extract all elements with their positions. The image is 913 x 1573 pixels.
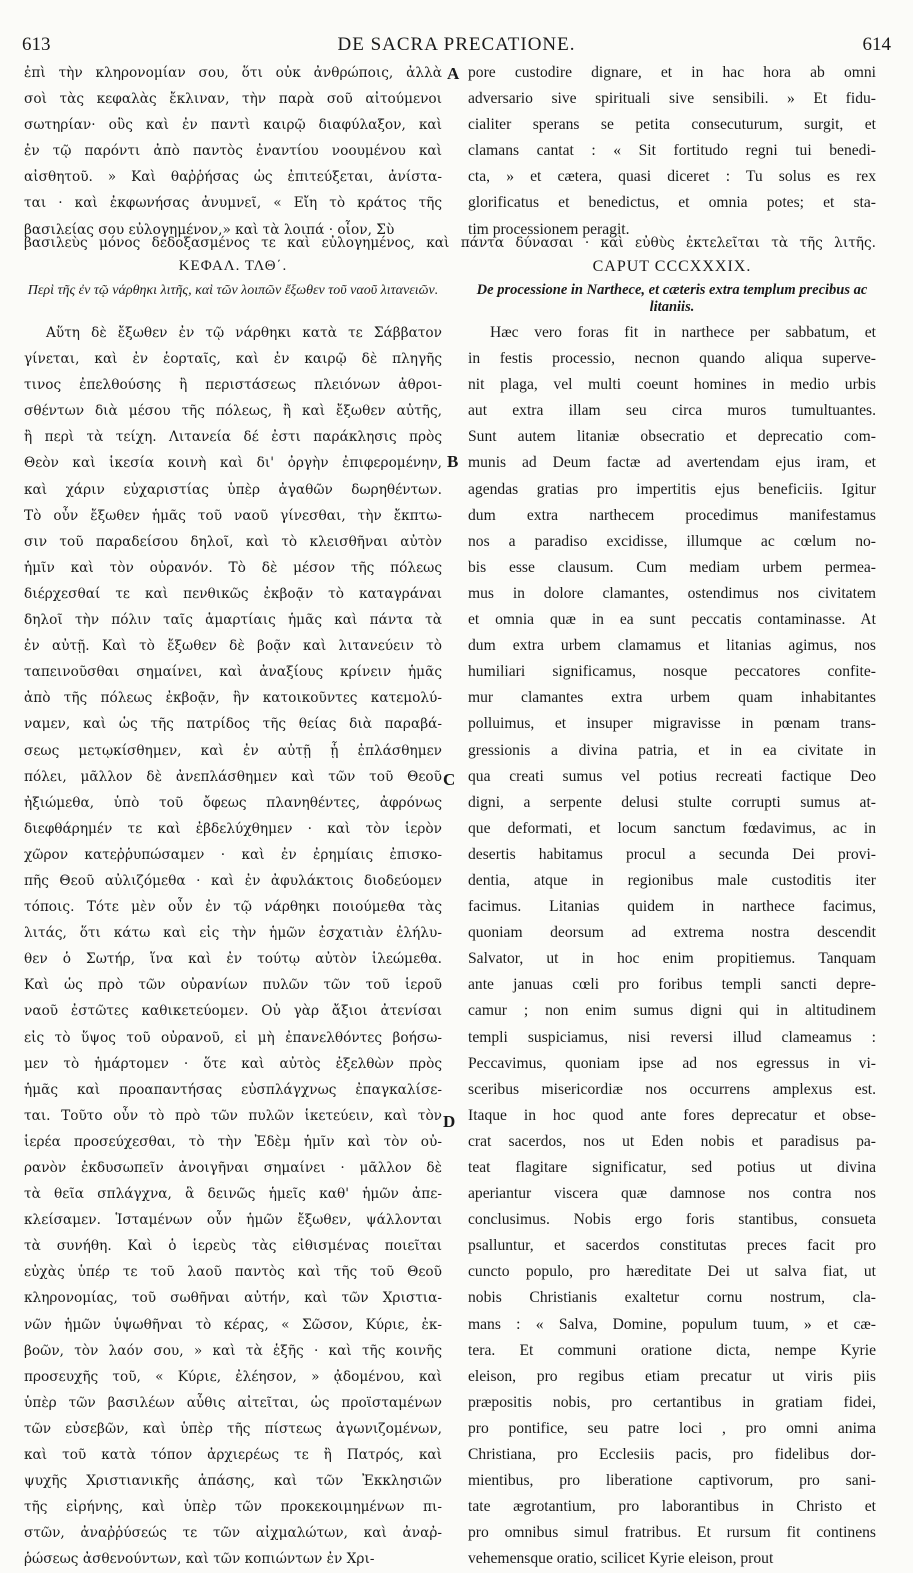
text-line: ἢ περὶ τὰ τείχη. Λιτανεία δέ ἐστι παράκλησις πρὸς <box>24 429 442 446</box>
text-line: mus in dolore clamantes, ostendimus nos civitatem <box>468 584 876 602</box>
text-line: ται. Τοῦτο οὖν τὸ πρὸ τῶν πυλῶν ἱκετεύειν, καὶ τὸν <box>24 1107 442 1124</box>
text-line: tera. Et communi oratione dicta, nempe Kyrie <box>468 1341 876 1359</box>
text-line: Peccavimus, quoniam ipse ad nos egressus in vi- <box>468 1054 876 1072</box>
text-line: πόλει, μᾶλλον δὲ ἀνεπλάσθημεν καὶ τῶν τοῦ Θεοῦ <box>24 768 442 785</box>
text-line: cialiter sperans se petita consecuturum, surgit, et <box>468 116 876 134</box>
text-line: Τὸ οὖν ἔξωθεν ἡμᾶς τοῦ ναοῦ γίνεσθαι, τὴν ἔκπτω- <box>24 507 442 524</box>
text-line: Αὕτη δὲ ἔξωθεν ἐν τῷ νάρθηκι κατὰ τε Σάββατον <box>46 325 442 341</box>
spanning-greek-line: βασιλεὺς μόνος δεδοξασμένος τε καὶ εὐλογημένος, καὶ πάντα δύνασαι · καὶ εὐθὺς ἐκτελεῖται τὰ τῆς λιτῆς. <box>24 235 876 251</box>
text-line: præpositis nobis, pro certantibus in gratiam fidei, <box>468 1393 876 1411</box>
text-line: quoniam deorsum ad extrema nostra descendit <box>468 924 876 942</box>
text-line: crat sacerdos, nos ut Eden nobis et paradisus pa- <box>468 1132 876 1150</box>
text-line: Itaque in hoc quod ante fores deprecatur et obse- <box>468 1106 876 1124</box>
text-line: clamans cantat : « Sit fortitudo regni tui benedi- <box>468 142 876 160</box>
text-line: ῥώσεως ἀσθενούντων, καὶ τῶν κοπιώντων ἐν Χρι- <box>24 1551 375 1568</box>
text-line: χῶρον κατεῤῥυπώσαμεν · καὶ ἐν ἐρημίαις ἐπισκο- <box>24 846 442 863</box>
text-line: dum extra narthecem procedimus manifestamus <box>468 506 876 524</box>
text-line: mur clamantes extra urbem quam inhabitantes <box>468 689 876 707</box>
text-line: cuncto populo, pro hæreditate Dei ut salva fiat, ut <box>468 1263 876 1281</box>
latin-column-body <box>468 320 876 1573</box>
latin-chapter-title: CAPUT CCCXXXIX. <box>592 258 752 275</box>
text-line: τινος ἐπελθούσης ἢ περιστάσεως πλειόνων ἀθροι- <box>24 377 442 394</box>
text-line: τὰ θεῖα σπλάγχνα, ἃ δεινῶς ἡμεῖς καθ' ἡμῶν ἀπε- <box>24 1186 442 1203</box>
text-line: ἱερέα προσεύχεσθαι, τὸ τὴν Ἐδὲμ ἡμῖν καὶ τὸν οὐ- <box>24 1133 442 1150</box>
text-line: σθέντων διὰ μέσου τῆς πόλεως, ἢ καὶ ἔξωθεν αὐτῆς, <box>24 403 442 420</box>
text-line: σιν τοῦ παραδείσου δηλοῖ, καὶ τὸ κλεισθῆναι αὐτὸν <box>24 533 442 550</box>
text-line: Καὶ ὡς πρὸ τῶν οὐρανίων πυλῶν τῶν τοῦ ἱεροῦ <box>24 977 442 994</box>
text-line: νῶν ἡμῶν ὑψωθῆναι τὸ κέρας, « Σῶσον, Κύριε, ἐκ- <box>24 1316 442 1333</box>
text-line: vehemensque oratio, scilicet Kyrie eleison, prout <box>468 1550 774 1568</box>
text-line: nos a paradiso excidisse, illumque ac cœlum no- <box>468 532 876 550</box>
text-line: mans : « Salva, Domine, populum tuum, » et cæ- <box>468 1315 876 1333</box>
text-line: desertis habitamus procul a secunda Dei provi- <box>468 845 876 863</box>
text-line: ἐν τῷ παρόντι ἀπὸ παντὸς ἐναντίου νοουμένου καὶ <box>24 143 442 160</box>
text-line: μεν τὸ ἡμάρτομεν · ὅτε καὶ αὐτὸς ἐξελθὼν πρὸς <box>24 1055 442 1072</box>
text-line: conclusimus. Nobis ergo foris stantibus, consueta <box>468 1211 876 1229</box>
text-line: ναοῦ ἐστῶτες καθικετεύομεν. Οὐ γὰρ ἄξιοι ἀτενίσαι <box>24 1003 442 1020</box>
text-line: tate ægrotantium, pro laborantibus in Christo et <box>468 1498 876 1516</box>
text-line: ἡμῖν καὶ τὸν οὐρανόν. Τὸ δὲ μέσον τῆς πόλεως <box>24 559 442 576</box>
text-line: δηλοῖ τὴν πόλιν ταῖς ἁμαρτίαις ἡμᾶς καὶ πάντα τὰ <box>24 612 442 629</box>
text-line: in festis processio, necnon quando aliqua superve- <box>468 350 876 368</box>
text-line: pro pontifice, seu patre loci , pro omni anima <box>468 1419 876 1437</box>
running-head <box>22 34 891 56</box>
text-line: qua creati sumus vel potius recreati factique Deo <box>468 767 876 785</box>
text-line: bis esse clausum. Cum mediam urbem permea- <box>468 558 876 576</box>
text-line: templi suspiciamus, nisi reversi illud clameamus : <box>468 1028 876 1046</box>
text-line: διέρχεσθαί τε καὶ πενθικῶς ἐκβοᾷν τὸ καταγράναι <box>24 585 442 602</box>
text-line: sceribus misericordiæ nos occurrens amplexus est. <box>468 1080 876 1098</box>
text-line: pore custodire dignare, et in hac hora ab omni <box>468 64 876 81</box>
text-line: γίνεται, καὶ ἐν ἑορταῖς, καὶ ἐν καιρῷ δὲ πληγῆς <box>24 351 442 368</box>
greek-chapter-title: ΚΕΦΑΛ. ΤΛΘ΄. <box>178 258 288 274</box>
text-line: σεως μετῳκίσθημεν, καὶ ἐν αὐτῇ ᾗ ἐπλάσθημεν <box>24 742 442 759</box>
greek-column-body <box>24 320 442 1573</box>
margin-letter-c: C <box>443 770 456 789</box>
text-line: λιτάς, ὅτι κάτω καὶ εἰς τὴν ἡμῶν ἐσχατιὰν ἐλήλυ- <box>24 925 442 942</box>
text-line: ταπεινοῦσθαι σημαίνει, καὶ ἀναξίους κρίνειν ἡμᾶς <box>24 664 442 681</box>
text-line: ται · καὶ ἐκφωνήσας ἀνυμνεῖ, « Εἴη τὸ κράτος τῆς <box>24 195 442 212</box>
text-line: humiliari significamus, nosque peccatores confite- <box>468 663 876 681</box>
text-line: et omnia quæ in ea sunt peccatis contaminasse. At <box>468 611 876 629</box>
text-line: Sunt autem litaniæ obsecratio et deprecatio com- <box>468 428 876 446</box>
text-line: munis ad Deum factæ ad avertendam ejus iram, et <box>468 454 876 472</box>
text-line: aut extra illam seu circa muros tumultuantes. <box>468 402 876 420</box>
text-line: dum extra urbem clamamus et litanias agimus, nos <box>468 637 876 655</box>
text-line: nit plaga, vel multi coeunt homines in medio urbis <box>468 376 876 394</box>
text-line: digni, a serpente delusi stulte corrupti sumus at- <box>468 793 876 811</box>
text-line: adversario sive spirituali sive sensibili. » Et fidu- <box>468 90 876 108</box>
text-line: eleison, pro regibus etiam precatur ut viris piis <box>468 1367 876 1385</box>
text-line: Θεὸν καὶ ἱκεσία κοινὴ καὶ δι' ὀργὴν ἐπιφερομένην, <box>24 455 442 472</box>
text-line: psalluntur, et sacerdos constitutas preces facit pro <box>468 1237 876 1255</box>
text-line: ναμεν, καὶ ὡς τῆς πατρίδος τῆς θείας διὰ παραβά- <box>24 716 442 733</box>
text-line: καὶ χάριν εὐχαριστίας ὑπὲρ ἀγαθῶν δωρηθέντων. <box>24 481 442 498</box>
text-line: αἰσθητοῦ. » Καὶ θαῤῥήσας ὡς ἐπιτεύξεται, ἀνίστα- <box>24 169 442 186</box>
text-line: εὐχὰς ὑπέρ τε τοῦ λαοῦ παντὸς καὶ τῆς τοῦ Θεοῦ <box>24 1264 442 1281</box>
text-line: ἐπὶ τὴν κληρονομίαν σου, ὅτι οὐκ ἀνθρώποις, ἀλλὰ <box>24 65 442 81</box>
text-line: glorificatus et benedictus, et omnia potes; et sta- <box>468 194 876 212</box>
text-line: tim processionem peragit. <box>468 220 630 238</box>
text-line: προσευχῆς τοῦ, « Κύριε, ἐλέησον, » ᾀδομένου, καὶ <box>24 1368 442 1385</box>
page-number-left: 613 <box>22 34 51 55</box>
text-line: ἀπὸ τῆς πόλεως ἐκβοᾷν, ἣν κατοικοῦντες κατεμολύ- <box>24 690 442 707</box>
text-line: ὑπὲρ τῶν βασιλέων αὖθις αἰτεῖται, ὡς προϊσταμένων <box>24 1394 442 1411</box>
latin-chapter-subtitle: De processione in Narthece, et cæteris extra templum precibus ac litaniis. <box>476 282 868 315</box>
text-line: κληρονομίας, τοῦ σωθῆναι αὐτήν, καὶ τῶν Χριστια- <box>24 1290 442 1307</box>
text-line: σοὶ τὰς κεφαλὰς ἔκλιναν, τὴν παρὰ σοῦ αἰτούμενοι <box>24 91 442 108</box>
text-line: κλείσαμεν. Ἱσταμένων οὖν ἡμῶν ἔξωθεν, ψάλλονται <box>24 1212 442 1229</box>
text-line: Christiana, pro Ecclesiis pacis, pro fidelibus dor- <box>468 1446 876 1464</box>
text-line: dentia, atque in regionibus male custoditis iter <box>468 871 876 889</box>
text-line: πῆς Θεοῦ αὐλιζόμεθα · καὶ ἐν ἀφυλάκτοις διοδεύομεν <box>24 872 442 889</box>
page-number-right: 614 <box>862 34 891 55</box>
text-line: εἰς τὸ ὕψος τοῦ οὐρανοῦ, εἰ μὴ ἐπανελθόντες βοήσω- <box>24 1029 442 1046</box>
margin-letter-b: B <box>447 452 459 471</box>
text-line: βασιλείας σου εὐλογημένον,» καὶ τὰ λοιπά · οἷον, Σὺ <box>24 221 395 238</box>
text-line: τῆς εἰρήνης, καὶ ὑπὲρ τῶν προκεκοιμημένων πι- <box>24 1499 442 1516</box>
text-line: βοῶν, τὸν λαόν σου, » καὶ τὰ ἑξῆς · καὶ τῆς κοινῆς <box>24 1342 442 1359</box>
text-line: ἡμᾶς καὶ προαπαντήσας εὐσπλάγχνως ἐπαγκαλίσε- <box>24 1081 442 1098</box>
text-line: camur ; non enim sumus digni qui in altitudinem <box>468 1002 876 1020</box>
text-line: ante januas cœli pro foribus templi sancti depre- <box>468 976 876 994</box>
text-line: θεν ὁ Σωτήρ, ἵνα καὶ ἐν τούτῳ αὐτὸν ἱλεώμεθα. <box>24 951 442 968</box>
text-line: que deformati, et locum sanctum fœdavimus, ac in <box>468 819 876 837</box>
text-line: διεφθάρημέν τε καὶ ἐβδελύχθημεν · καὶ τὸν ἱερὸν <box>24 820 442 837</box>
text-line: agendas gratias pro impertitis ejus beneficiis. Igitur <box>468 480 876 498</box>
text-line: pro omnibus simul fratribus. Et rursum fit continens <box>468 1524 876 1542</box>
latin-column-top <box>468 60 876 243</box>
text-line: aperiantur viscera quæ damnose nos contra nos <box>468 1185 876 1203</box>
text-line: τόποις. Τότε μὲν οὖν ἐν τῷ νάρθηκι ποιούμεθα τὰς <box>24 899 442 916</box>
margin-letter-a: A <box>447 64 460 83</box>
greek-column-top <box>24 60 442 243</box>
text-line: gressionis a divina patria, et in ea civitate in <box>468 741 876 759</box>
text-line: ψυχῆς Χριστιανικῆς ἁπάσης, καὶ τῶν Ἐκκλησιῶν <box>24 1473 442 1490</box>
text-line: καὶ τοῦ κατὰ τόπον ἀρχιερέως τε ἢ Πατρός, καὶ <box>24 1447 442 1464</box>
text-line: nobis Christianis exaltetur cornu nostrum, cla- <box>468 1289 876 1307</box>
text-line: στῶν, ἀναῤῥύσεώς τε τῶν αἰχμαλώτων, καὶ ἀναῤ- <box>24 1525 442 1542</box>
text-line: mientibus, pro liberatione captivorum, pro sani- <box>468 1472 876 1490</box>
text-line: ἐν αὐτῇ. Καὶ τὸ ἔξωθεν δὲ βοᾷν καὶ λιτανεύειν τὸ <box>24 638 442 655</box>
text-line: cta, » et cætera, quasi diceret : Tu solus es rex <box>468 168 876 186</box>
text-line: ρανὸν ἐκδυσωπεῖν ἀνοιγῆναι σημαίνει · μᾶλλον δὲ <box>24 1160 442 1176</box>
text-line: Salvator, ut in hoc enim propitiemus. Tanquam <box>468 950 876 968</box>
margin-letter-d: D <box>443 1112 456 1131</box>
running-title: DE SACRA PRECATIONE. <box>337 34 576 55</box>
text-line: ἠξιώμεθα, ὑπὸ τοῦ ὄφεως πλανηθέντες, ἀφρόνως <box>24 794 442 811</box>
text-line: σωτηρίαν· οὓς καὶ ἐν παντὶ καιρῷ διαφύλαξον, καὶ <box>24 117 442 134</box>
text-line: teat flagitare significatur, sed potius ut divina <box>468 1159 876 1176</box>
text-line: polluimus, et insuper migravisse in pœnam trans- <box>468 715 876 733</box>
text-line: τῶν εὐσεβῶν, καὶ ὑπὲρ τῆς πίστεως ἀγωνιζομένων, <box>24 1420 442 1437</box>
greek-chapter-subtitle: Περὶ τῆς ἐν τῷ νάρθηκι λιτῆς, καὶ τῶν λοιπῶν ἔξωθεν τοῦ ναοῦ λιτανειῶν. <box>27 283 439 298</box>
text-line: facimus. Litanias quidem in narthece facimus, <box>468 898 876 916</box>
text-line: Hæc vero foras fit in narthece per sabbatum, et <box>490 324 876 341</box>
text-line: τὰ συνήθη. Καὶ ὁ ἱερεὺς τὰς εἰθισμένας ποιεῖται <box>24 1238 442 1255</box>
